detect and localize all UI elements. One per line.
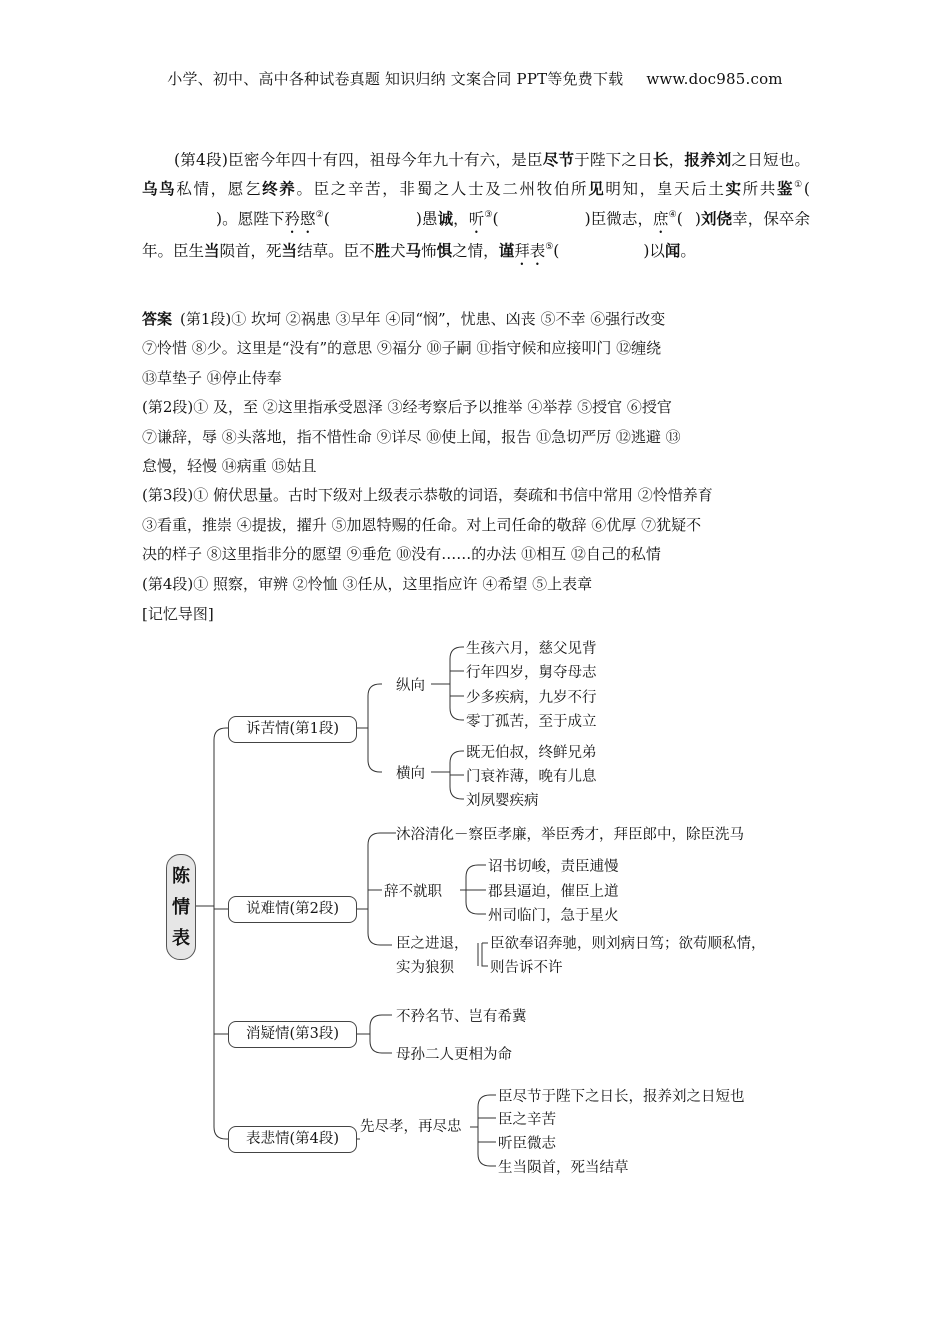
answer-line: ⑦怜惜 ⑧少。这里是“没有”的意思 ⑨福分 ⑩子嗣 ⑪指守候和应接叩门 ⑫缠绕 bbox=[142, 339, 662, 358]
branch-2-node: 说难情(第2段) bbox=[228, 896, 357, 923]
branch-4-item: 臣尽节于陛下之日长，报养刘之日短也 bbox=[498, 1089, 745, 1105]
zong-item: 生孩六月，慈父见背 bbox=[466, 641, 597, 657]
answer-line: (第2段)① 及，至 ②这里指承受恩泽 ③经考察后予以推举 ④举荐 ⑤授官 ⑥授官 bbox=[142, 398, 672, 417]
heng-label: 横向 bbox=[396, 766, 425, 782]
cizhi-label: 辞不就职 bbox=[384, 884, 442, 900]
branch-4-item: 生当陨首，死当结草 bbox=[498, 1160, 629, 1176]
mindmap-root: 陈 情 表 bbox=[166, 854, 196, 960]
branch-4-mid: 先尽孝，再尽忠 bbox=[360, 1119, 462, 1135]
header-text: 小学、初中、高中各种试卷真题 知识归纳 文案合同 PPT等免费下载 bbox=[167, 70, 624, 88]
zong-item: 零丁孤苦，至于成立 bbox=[466, 714, 597, 730]
branch-4-item: 臣之辛苦 bbox=[498, 1112, 556, 1128]
zong-item: 少多疾病，九岁不行 bbox=[466, 690, 597, 706]
section-title: [记忆导图] bbox=[142, 605, 214, 623]
header-url: www.doc985.com bbox=[646, 70, 783, 88]
branch-3-node: 消疑情(第3段) bbox=[228, 1021, 357, 1048]
branch-2-top: 沐浴清化－察臣孝廉，举臣秀才，拜臣郎中，除臣洗马 bbox=[396, 827, 744, 843]
answer-line: 答案 (第1段)① 坎坷 ②祸患 ③早年 ④同“悯”，忧患、凶丧 ⑤不幸 ⑥强行改变 bbox=[142, 310, 666, 328]
jintui-label: 臣之进退， bbox=[396, 936, 469, 952]
cizhi-item: 州司临门，急于星火 bbox=[488, 908, 619, 924]
branch-4-item: 听臣微志 bbox=[498, 1136, 556, 1152]
jintui-label: 实为狼狈 bbox=[396, 960, 454, 976]
cizhi-item: 诏书切峻，责臣逋慢 bbox=[488, 859, 619, 875]
answer-line: ⑦谦辞，辱 ⑧头落地，指不惜性命 ⑨详尽 ⑩使上闻，报告 ⑪急切严厉 ⑫逃避 ⑬ bbox=[142, 427, 681, 446]
heng-item: 既无伯叔，终鲜兄弟 bbox=[466, 745, 597, 761]
answer-line: 决的样子 ⑧这里指非分的愿望 ⑨垂危 ⑩没有……的办法 ⑪相互 ⑫自己的私情 bbox=[142, 545, 661, 564]
branch-1-node: 诉苦情(第1段) bbox=[228, 716, 357, 743]
answer-line: ③看重，推崇 ④提拔，擢升 ⑤加恩特赐的任命。对上司任命的敬辞 ⑥优厚 ⑦犹疑不 bbox=[142, 515, 702, 534]
answer-line: ⑬草垫子 ⑭停止侍奉 bbox=[142, 368, 282, 387]
answer-line: 怠慢，轻慢 ⑭病重 ⑮姑且 bbox=[142, 456, 317, 475]
zong-label: 纵向 bbox=[396, 678, 425, 694]
heng-item: 门衰祚薄，晚有儿息 bbox=[466, 769, 597, 785]
heng-item: 刘夙婴疾病 bbox=[466, 793, 539, 809]
cizhi-item: 郡县逼迫，催臣上道 bbox=[488, 884, 619, 900]
answer-line: (第4段)① 照察，审辨 ②怜恤 ③任从，这里指应许 ④希望 ⑤上表章 bbox=[142, 574, 593, 593]
answer-line: (第3段)① 俯伏思量。古时下级对上级表示恭敬的词语，奏疏和书信中常用 ②怜惜养育 bbox=[142, 486, 713, 505]
passage-paragraph-4: (第4段)臣密今年四十有四，祖母今年九十有六，是臣尽节于陛下之日长，报养刘之日短也。乌鸟私情，愿乞终养。臣之辛苦，非蜀之人士及二州牧伯所见明知，皇天后土实所共鉴①()。愿陛下矜愍②( )愚诚，听③( )臣微志，庶④( )刘侥幸，保卒余年。臣生当陨首，死当结草。臣不胜犬马怖惧之情，谨拜表⑤( )以闻。 bbox=[142, 151, 810, 260]
answer-label: 答案 bbox=[142, 310, 173, 328]
branch-4-node: 表悲情(第4段) bbox=[228, 1126, 357, 1153]
zong-item: 行年四岁，舅夺母志 bbox=[466, 665, 597, 681]
jintui-item: 臣欲奉诏奔驰，则刘病日笃；欲苟顺私情， bbox=[490, 936, 766, 952]
branch-3-item: 母孙二人更相为命 bbox=[396, 1047, 512, 1063]
jintui-item: 则告诉不许 bbox=[490, 960, 563, 976]
branch-3-item: 不矜名节、岂有希冀 bbox=[396, 1009, 527, 1025]
